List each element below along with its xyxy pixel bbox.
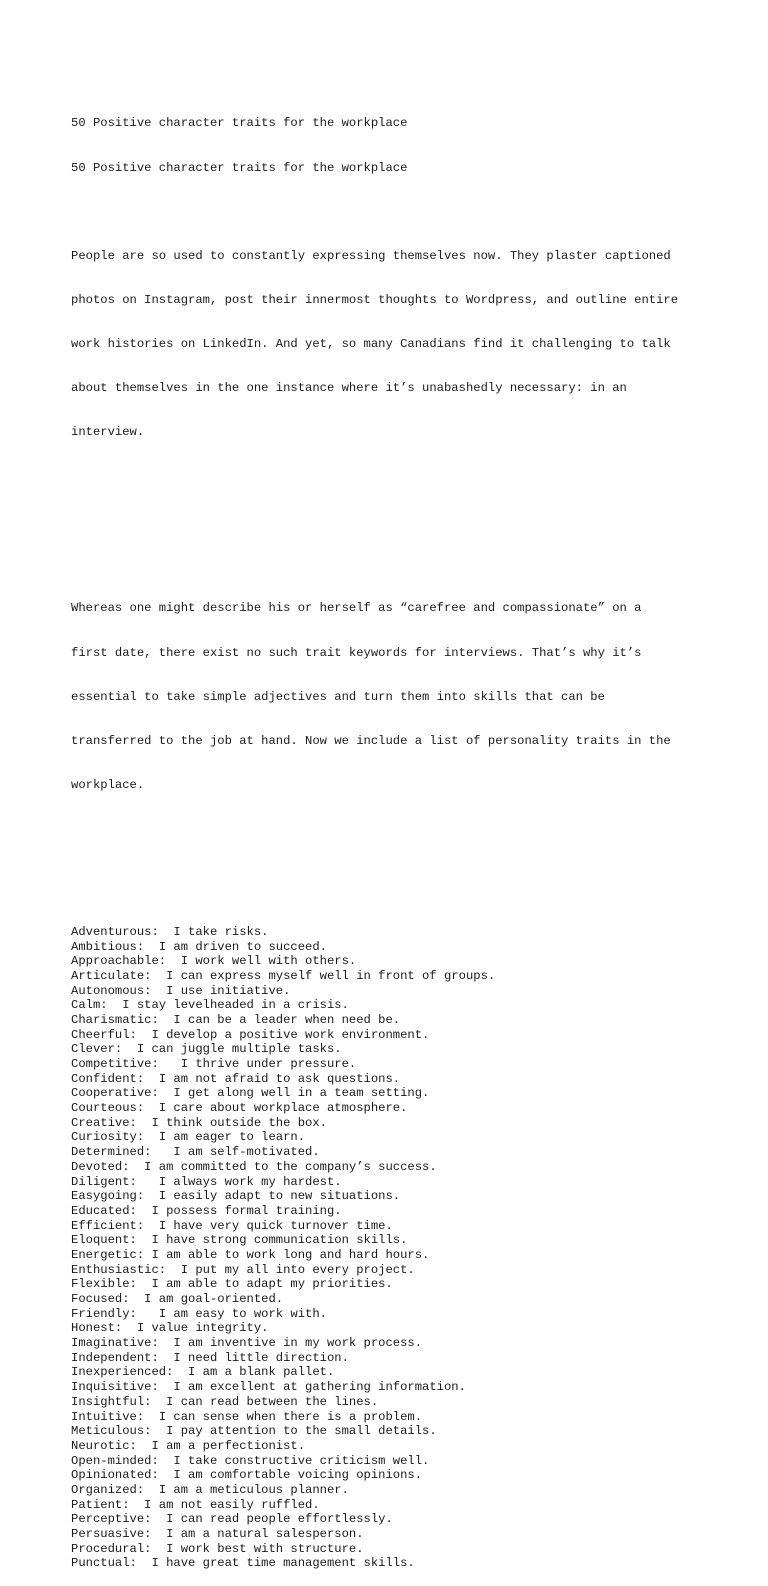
- second-paragraph: [71, 572, 731, 822]
- trait-item: Energetic: I am able to work long and hard hours.: [71, 1247, 430, 1262]
- trait-item: Focused: I am goal-oriented.: [71, 1292, 284, 1307]
- trait-item: Competitive: I thrive under pressure.: [71, 1057, 357, 1072]
- trait-item: Patient: I am not easily ruffled.: [71, 1497, 320, 1512]
- trait-item: Calm: I stay levelheaded in a crisis.: [71, 998, 349, 1013]
- trait-item: Cooperative: I get along well in a team setting.: [71, 1086, 430, 1101]
- trait-item: Efficient: I have very quick turnover time.: [71, 1218, 393, 1233]
- trait-item: Procedural: I work best with structure.: [71, 1541, 364, 1556]
- trait-item: Adventurous: I take risks.: [71, 924, 269, 939]
- trait-item: Flexible: I am able to adapt my priorities.: [71, 1277, 393, 1292]
- paragraph-line: workplace.: [71, 777, 145, 792]
- trait-item: Cheerful: I develop a positive work environment.: [71, 1027, 430, 1042]
- trait-item: Persuasive: I am a natural salesperson.: [71, 1527, 364, 1542]
- trait-item: Independent: I need little direction.: [71, 1350, 349, 1365]
- trait-item: Punctual: I have great time management skills.: [71, 1556, 415, 1571]
- trait-item: Meticulous: I pay attention to the small details.: [71, 1424, 437, 1439]
- trait-item: Approachable: I work well with others.: [71, 954, 357, 969]
- trait-item: Opinionated: I am comfortable voicing opinions.: [71, 1468, 423, 1483]
- trait-item: Ambitious: I am driven to succeed.: [71, 939, 327, 954]
- trait-item: Organized: I am a meticulous planner.: [71, 1482, 349, 1497]
- trait-item: Imaginative: I am inventive in my work process.: [71, 1336, 423, 1351]
- paragraph-line: about themselves in the one instance where it’s unabashedly necessary: in an: [71, 380, 627, 395]
- trait-item: Inexperienced: I am a blank pallet.: [71, 1365, 335, 1380]
- trait-item: Charismatic: I can be a leader when need be.: [71, 1012, 401, 1027]
- paragraph-line: People are so used to constantly expressing themselves now. They plaster captioned: [71, 248, 671, 263]
- paragraph-line: essential to take simple adjectives and turn them into skills that can be: [71, 689, 605, 704]
- trait-item: Intuitive: I can sense when there is a problem.: [71, 1409, 423, 1424]
- trait-item: Neurotic: I am a perfectionist.: [71, 1438, 306, 1453]
- document-title: 50 Positive character traits for the workplace: [71, 116, 408, 131]
- trait-item: Easygoing: I easily adapt to new situations.: [71, 1189, 401, 1204]
- document-title-repeat: 50 Positive character traits for the workplace: [71, 160, 408, 175]
- trait-item: Diligent: I always work my hardest.: [71, 1174, 342, 1189]
- intro-paragraph: [71, 219, 731, 469]
- trait-item: Creative: I think outside the box.: [71, 1115, 327, 1130]
- paragraph-line: interview.: [71, 425, 145, 440]
- spacer: [71, 513, 731, 528]
- trait-item: Courteous: I care about workplace atmosphere.: [71, 1101, 408, 1116]
- trait-item: Perceptive: I can read people effortlessly.: [71, 1512, 393, 1527]
- trait-item: Eloquent: I have strong communication skills.: [71, 1233, 408, 1248]
- trait-item: Honest: I value integrity.: [71, 1321, 269, 1336]
- spacer: [71, 866, 731, 881]
- trait-item: Open-minded: I take constructive criticism well.: [71, 1453, 430, 1468]
- trait-item: Articulate: I can express myself well in front of groups.: [71, 968, 496, 983]
- trait-item: Educated: I possess formal training.: [71, 1203, 342, 1218]
- trait-item: Devoted: I am committed to the company’s success.: [71, 1159, 437, 1174]
- paragraph-line: first date, there exist no such trait keywords for interviews. That’s why it’s: [71, 645, 642, 660]
- document-page: [71, 87, 731, 1586]
- trait-item: Insightful: I can read between the lines.: [71, 1394, 379, 1409]
- trait-item: Autonomous: I use initiative.: [71, 983, 291, 998]
- trait-item: Clever: I can juggle multiple tasks.: [71, 1042, 342, 1057]
- trait-list: [71, 925, 731, 1571]
- trait-item: Curiosity: I am eager to learn.: [71, 1130, 306, 1145]
- paragraph-line: Whereas one might describe his or herself as “carefree and compassionate” on a: [71, 601, 642, 616]
- trait-item: Confident: I am not afraid to ask questions.: [71, 1071, 401, 1086]
- trait-item: Friendly: I am easy to work with.: [71, 1306, 327, 1321]
- trait-item: Enthusiastic: I put my all into every project.: [71, 1262, 415, 1277]
- paragraph-line: work histories on LinkedIn. And yet, so many Canadians find it challenging to talk: [71, 336, 671, 351]
- trait-item: Determined: I am self-motivated.: [71, 1145, 320, 1160]
- trait-item: Inquisitive: I am excellent at gathering information.: [71, 1380, 466, 1395]
- paragraph-line: photos on Instagram, post their innermost thoughts to Wordpress, and outline entire: [71, 292, 679, 307]
- paragraph-line: transferred to the job at hand. Now we include a list of personality traits in the: [71, 733, 671, 748]
